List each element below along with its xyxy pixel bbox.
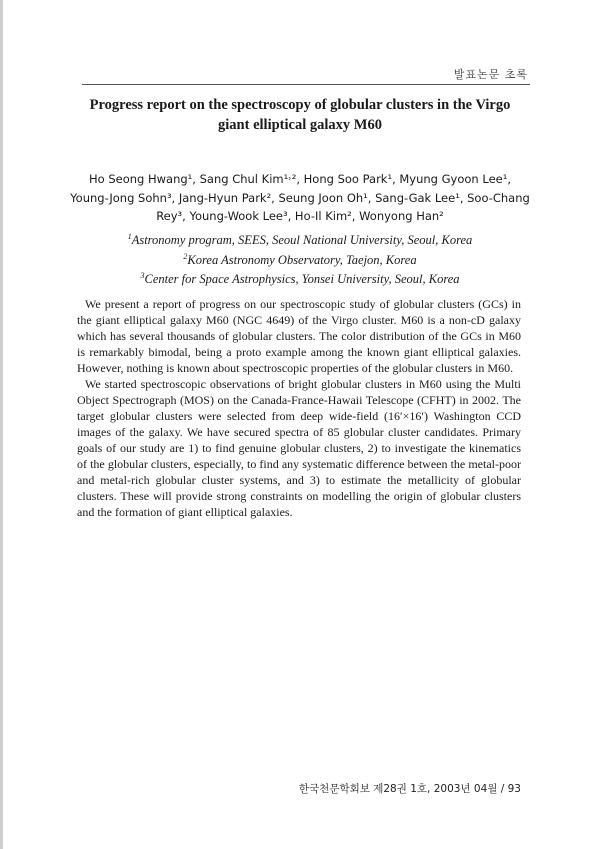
affiliation-text: Center for Space Astrophysics, Yonsei University, Seoul, Korea	[144, 272, 460, 287]
authors-line: Ho Seong Hwang¹, Sang Chul Kim¹˒², Hong Soo Park¹, Myung Gyoon Lee¹,	[89, 172, 511, 186]
affiliation	[60, 249, 540, 269]
authors-line: Young-Jong Sohn³, Jang-Hyun Park², Seung Joon Oh¹, Sang-Gak Lee¹, Soo-Chang	[70, 190, 530, 205]
affiliation-text: Korea Astronomy Observatory, Taejon, Korea	[187, 252, 417, 267]
abstract-paragraph: We present a report of progress on our spectroscopic study of globular clusters (GCs) in the giant elliptical galaxy M60 (NGC 4649) of the Virgo cluster. M60 is a non-cD galaxy which has several thousands of globular clusters. The color distribution of the GCs in M60 is remarkably bimodal, being a proto example among the known giant elliptical galaxies. However, nothing is known about spectroscopic properties of the globular clusters in M60.	[77, 297, 521, 375]
affiliation	[60, 268, 540, 288]
scan-edge	[0, 0, 3, 849]
title-line: giant elliptical galaxy M60	[218, 117, 382, 133]
abstract-paragraph: We started spectroscopic observations of bright globular clusters in M60 using the Multi Object Spectrograph (MOS) on the Canada-France-Hawaii Telescope (CFHT) in 2002. The target globular clusters were selected from deep wide-field (16′×16′) Washington CCD images of the galaxy. We have secured spectra of 85 globular cluster candidates. Primary goals of our study are 1) to find genuine globular clusters, 2) to investigate the kinematics of the globular clusters, especially, to find any systematic difference between the metal-poor and metal-rich globular cluster systems, and 3) to estimate the metallicity of globular clusters. These will provide strong constraints on modelling the origin of globular clusters and the formation of giant elliptical galaxies.	[77, 377, 521, 519]
abstract-body	[77, 296, 521, 520]
section-header-label: 발표논문 초록	[453, 68, 528, 81]
journal-footer: 한국천문학회보 제28권 1호, 2003년 04월 / 93	[298, 783, 521, 795]
affiliation-mark: 1	[127, 232, 132, 241]
header-divider	[82, 84, 530, 85]
affiliations	[60, 229, 540, 288]
authors-line: Rey³, Young-Wook Lee³, Ho-Il Kim², Wonyong Han²	[156, 209, 444, 223]
affiliation	[60, 229, 540, 249]
author-list	[60, 170, 540, 226]
affiliation-mark: 2	[183, 251, 188, 261]
affiliation-text: Astronomy program, SEES, Seoul National University, Seoul, Korea	[131, 233, 473, 248]
affiliation-mark: 3	[140, 271, 145, 281]
paper-title	[60, 95, 540, 135]
title-line: Progress report on the spectroscopy of globular clusters in the Virgo	[89, 97, 511, 113]
